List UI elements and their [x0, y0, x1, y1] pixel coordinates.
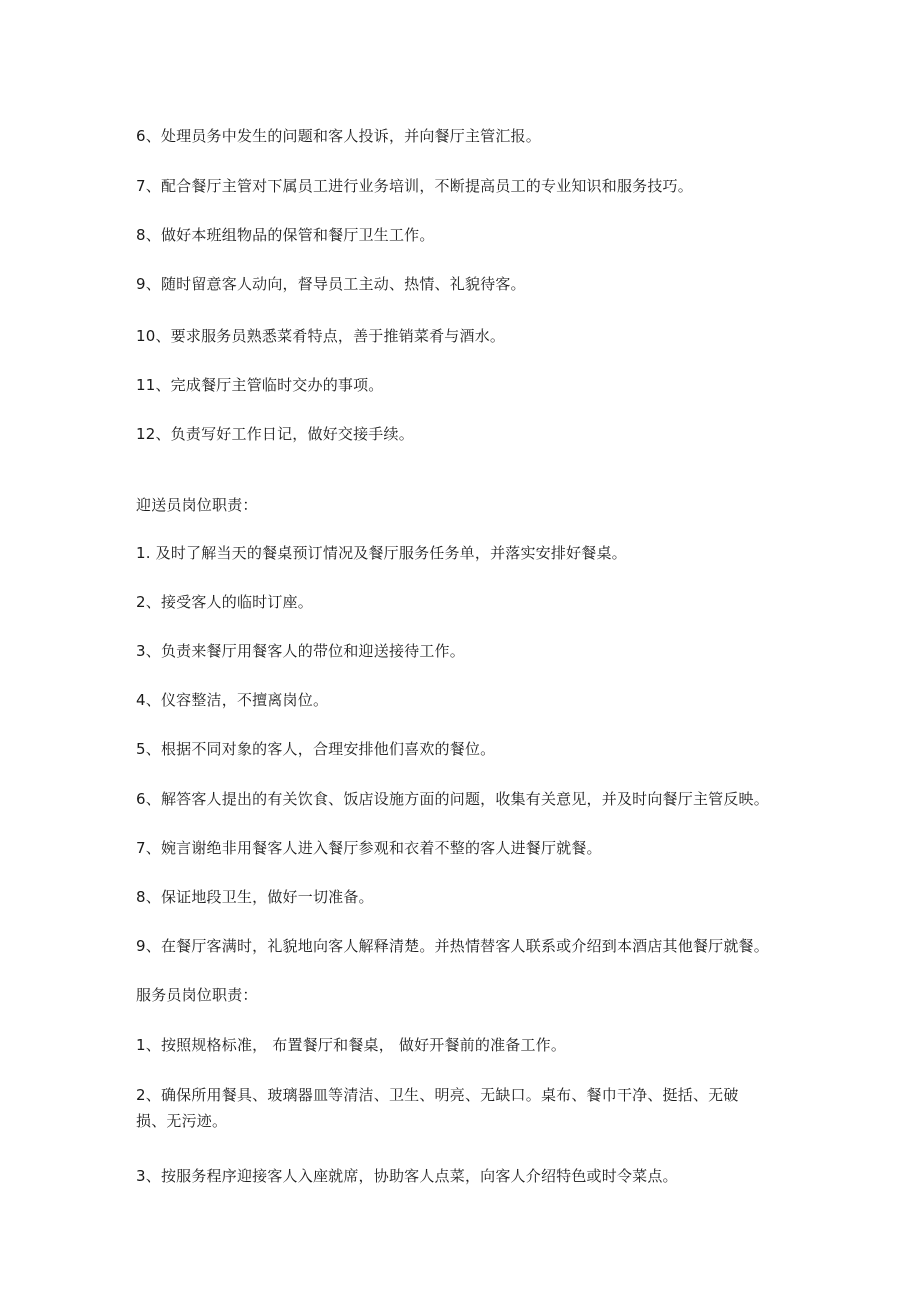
list-item: 11、完成餐厅主管临时交办的事项。	[136, 376, 384, 394]
list-item: 3、按服务程序迎接客人入座就席，协助客人点菜，向客人介绍特色或时令菜点。	[136, 1167, 678, 1185]
list-item: 1. 及时了解当天的餐桌预订情况及餐厅服务任务单，并落实安排好餐桌。	[136, 544, 627, 562]
list-item: 7、配合餐厅主管对下属员工进行业务培训，不断提高员工的专业知识和服务技巧。	[136, 177, 693, 195]
list-item: 8、保证地段卫生，做好一切准备。	[136, 888, 374, 906]
list-item: 8、做好本班组物品的保管和餐厅卫生工作。	[136, 226, 435, 244]
list-item: 2、接受客人的临时订座。	[136, 593, 313, 611]
list-item: 7、婉言谢绝非用餐客人进入餐厅参观和衣着不整的客人进餐厅就餐。	[136, 839, 602, 857]
list-item: 4、仪容整洁，不擅离岗位。	[136, 691, 329, 709]
list-item: 5、根据不同对象的客人，合理安排他们喜欢的餐位。	[136, 740, 496, 758]
list-item: 9、随时留意客人动向，督导员工主动、热情、礼貌待客。	[136, 275, 526, 293]
list-item: 3、负责来餐厅用餐客人的带位和迎送接待工作。	[136, 642, 465, 660]
list-item: 9、在餐厅客满时，礼貌地向客人解释清楚。并热情替客人联系或介绍到本酒店其他餐厅就餐。	[136, 937, 769, 955]
list-item: 10、要求服务员熟悉菜肴特点，善于推销菜肴与酒水。	[136, 327, 506, 345]
list-item: 6、解答客人提出的有关饮食、饭店设施方面的问题，收集有关意见，并及时向餐厅主管反映。	[136, 790, 769, 808]
section-heading-greeter: 迎送员岗位职责：	[136, 496, 258, 514]
list-item: 1、按照规格标准， 布置餐厅和餐桌， 做好开餐前的准备工作。	[136, 1036, 567, 1054]
list-item: 6、处理员务中发生的问题和客人投诉，并向餐厅主管汇报。	[136, 127, 541, 145]
list-item: 12、负责写好工作日记，做好交接手续。	[136, 425, 414, 443]
list-item: 2、确保所用餐具、玻璃器皿等清洁、卫生、明亮、无缺口。桌布、餐巾干净、挺括、无破损、无污迹。	[136, 1086, 739, 1130]
section-heading-waiter: 服务员岗位职责：	[136, 986, 258, 1004]
